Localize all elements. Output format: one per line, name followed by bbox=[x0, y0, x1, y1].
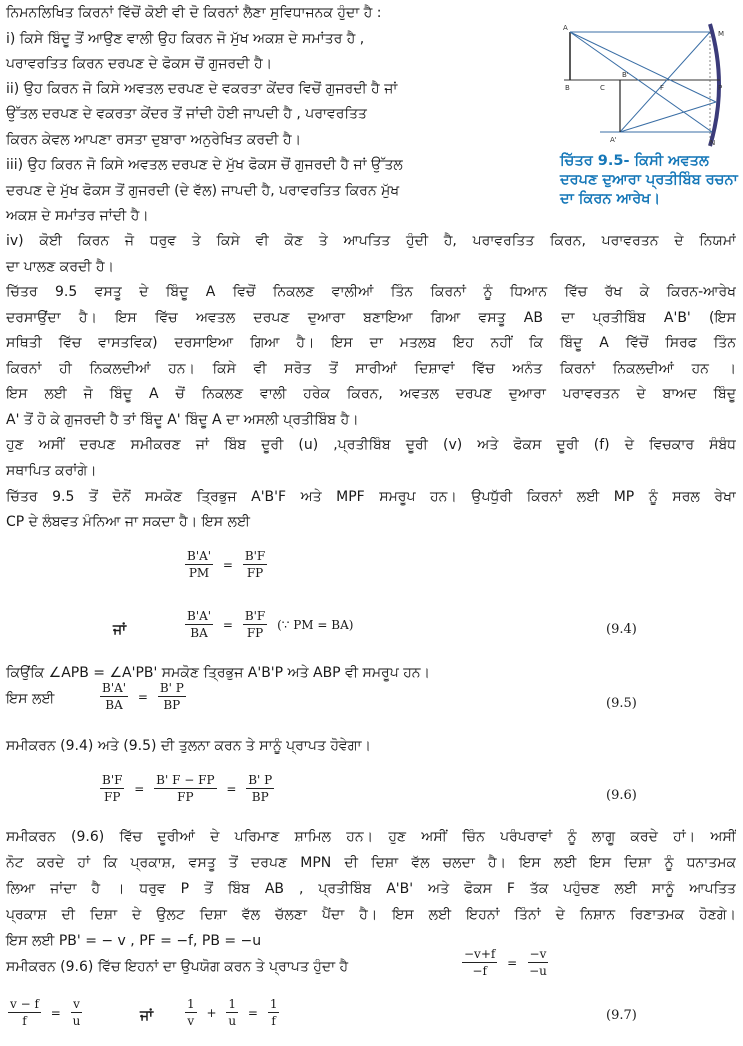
text-line: iii) ਉਹ ਕਿਰਨ ਜੋ ਕਿਸੇ ਅਵਤਲ ਦਰਪਣ ਦੇ ਮੁੱਖ ਫੋਕਸ ਚੋਂ ਗੁਜਰਦੀ ਹੈ ਜਾਂ ਉੱਤਲ bbox=[6, 157, 403, 173]
eq4-num1: B'F bbox=[102, 773, 123, 787]
equation-9-6: $\frac{B'F}{FP}$ = $\frac{B' F - FP}{FP}$ = $\frac{B' P}{BP}$ bbox=[102, 773, 273, 804]
text-line: ਕਿਉਂਕਿ ∠APB = ∠A'PB' ਸਮਕੋਣ ਤ੍ਰਿਭੁਜ A'B'P ਅਤੇ ABP ਵੀ ਸਮਰੂਪ ਹਨ। bbox=[6, 665, 430, 681]
eq6-den5: f bbox=[271, 1014, 276, 1028]
text-line: ਸਥਿਤੀ ਵਿੱਚ ਵਾਸਤਵਿਕ) ਦਰਸਾਇਆ ਗਿਆ ਹੈ। ਇਸ ਦਾ ਮਤਲਬ ਇਹ ਨਹੀਂ ਕਿ ਬਿੰਦੂ A ਵਿੱਚੋਂ ਸਿਰਫ ਤਿੰਨ bbox=[6, 335, 736, 351]
equation-similar-triangles: $\frac{B'A'}{PM}$ = $\frac{B'F}{FP}$ bbox=[187, 549, 266, 580]
equation-9-4: $\frac{B'A'}{BA}$ = $\frac{B'F}{FP}$ (∵ PM = BA) bbox=[187, 609, 354, 640]
text-line: ਸਮੀਕਰਨ (9.6) ਵਿੱਚ ਇਹਨਾਂ ਦਾ ਉਪਯੋਗ ਕਰਨ ਤੇ ਪ੍ਰਾਪਤ ਹੁੰਦਾ ਹੈ bbox=[6, 959, 349, 975]
fig-label-f: F bbox=[660, 84, 665, 92]
text-line: ਕਿਰਨਾਂ ਹੀ ਨਿਕਲਦੀਆਂ ਹਨ। ਕਿਸੇ ਵੀ ਸਰੋਤ ਤੋਂ ਸਾਰੀਆਂ ਦਿਸ਼ਾਵਾਂ ਵਿੱਚ ਅਨੰਤ ਕਿਰਨਾਂ ਨਿਕਲਦੀਆਂ ਹਨ । bbox=[6, 361, 736, 377]
eq4-den1: FP bbox=[104, 790, 121, 804]
text-line: ਸਥਾਪਿਤ ਕਰਾਂਗੇ। bbox=[6, 463, 97, 479]
eq6-den4: u bbox=[228, 1014, 237, 1028]
eq1-den2: FP bbox=[246, 566, 264, 580]
eq3-den2: BP bbox=[163, 698, 181, 712]
equation-9-7-right: $\frac{1}{v}$ + $\frac{1}{u}$ = $\frac{1}{f}$ bbox=[187, 997, 278, 1028]
eq2-den1: BA bbox=[190, 626, 208, 640]
eq6-num1: v − f bbox=[10, 997, 39, 1011]
figure-caption: ਚਿੱਤਰ 9.5- ਕਿਸੀ ਅਵਤਲ ਦਰਪਣ ਦੁਆਰਾ ਪ੍ਰਤੀਬਿੰਬ ਰਚਨਾ ਦਾ ਕਿਰਨ ਆਰੇਖ। bbox=[560, 153, 738, 207]
fig-label-b: B bbox=[565, 84, 570, 92]
equation-number-9-5: (9.5) bbox=[606, 696, 637, 711]
text-line: ਪ੍ਰਕਾਸ਼ ਦੀ ਦਿਸ਼ਾ ਦੇ ਉਲਟ ਦਿਸ਼ਾ ਵੱਲ ਚੱਲਣਾ ਪੈਂਦਾ ਹੈ। ਇਸ ਲਈ ਇਹਨਾਂ ਤਿੰਨਾਂ ਦੇ ਨਿਸ਼ਾਨ ਰਿਣਾਤਮਕ ਹੋਣਗੇ। bbox=[6, 907, 736, 923]
or-label-2: ਜਾਂ bbox=[140, 1008, 154, 1024]
eq2-den2: FP bbox=[246, 626, 264, 640]
eq6-num2: v bbox=[73, 997, 80, 1011]
equation-number-9-4: (9.4) bbox=[606, 622, 637, 637]
ray-diagram-figure bbox=[560, 22, 736, 148]
equation-number-9-6: (9.6) bbox=[606, 788, 637, 803]
fig-label-c: C bbox=[600, 84, 605, 92]
text-line: ਕਿਰਨ ਕੇਵਲ ਆਪਣਾ ਰਸਤਾ ਦੁਬਾਰਾ ਅਨੁਰੇਖਿਤ ਕਰਦੀ ਹੈ। bbox=[6, 132, 302, 148]
text-line: ਸਮੀਕਰਨ (9.4) ਅਤੇ (9.5) ਦੀ ਤੁਲਨਾ ਕਰਨ ਤੇ ਸਾਨੂੰ ਪ੍ਰਾਪਤ ਹੋਵੇਗਾ। bbox=[6, 738, 371, 754]
text-line: ਇਸ ਲਈ PB' = − v , PF = −f, PB = −u bbox=[6, 933, 262, 949]
eq4-num3: B' P bbox=[248, 773, 273, 787]
eq4-den2: FP bbox=[177, 790, 194, 804]
fig-label-b-prime: B' bbox=[622, 71, 629, 79]
or-label: ਜਾਂ bbox=[113, 622, 127, 638]
text-line: ਇਸ ਲਈ ਜੋ ਬਿੰਦੂ A ਚੋਂ ਨਿਕਲਣ ਵਾਲੀ ਹਰੇਕ ਕਿਰਨ, ਅਵਤਲ ਦਰਪਣ ਦੁਆਰਾ ਪਰਾਵਰਤਨ ਦੇ ਬਾਅਦ ਬਿੰਦੂ bbox=[6, 386, 736, 402]
text-line: ਚਿੱਤਰ 9.5 ਵਸਤੂ ਦੇ ਬਿੰਦੂ A ਵਿਚੋਂ ਨਿਕਲਣ ਵਾਲੀਆਂ ਤਿੰਨ ਕਿਰਨਾਂ ਨੂੰ ਧਿਆਨ ਵਿੱਚ ਰੱਖ ਕੇ ਕਿਰਨ-ਆਰੇਖ bbox=[6, 284, 736, 300]
fig-label-n: N bbox=[710, 139, 716, 147]
text-line: ਨਿਮਨਲਿਖਿਤ ਕਿਰਨਾਂ ਵਿੱਚੋਂ ਕੋਈ ਵੀ ਦੋ ਕਿਰਨਾਂ ਲੈਣਾ ਸੁਵਿਧਾਜਨਕ ਹੁੰਦਾ ਹੈ : bbox=[6, 5, 382, 21]
eq4-den3: BP bbox=[251, 790, 269, 804]
fig-label-a: A bbox=[563, 24, 568, 32]
text-line: A' ਤੋਂ ਹੋ ਕੇ ਗੁਜਰਦੀ ਹੈ ਤਾਂ ਬਿੰਦੂ A' ਬਿੰਦੂ A ਦਾ ਅਸਲੀ ਪ੍ਰਤੀਬਿੰਬ ਹੈ। bbox=[6, 412, 359, 428]
equation-number-9-7: (9.7) bbox=[606, 1008, 637, 1023]
text-line: ਦਾ ਪਾਲਣ ਕਰਦੀ ਹੈ। bbox=[6, 259, 114, 275]
text-line: ਪਰਾਵਰਤਿਤ ਕਿਰਨ ਦਰਪਣ ਦੇ ਫੋਕਸ ਚੋਂ ਗੁਜਰਦੀ ਹੈ। bbox=[6, 56, 273, 72]
text-line: ii) ਉਹ ਕਿਰਨ ਜੋ ਕਿਸੇ ਅਵਤਲ ਦਰਪਣ ਦੇ ਵਕਰਤਾ ਕੇਂਦਰ ਵਿਚੋਂ ਗੁਜਰਦੀ ਹੈ ਜਾਂ bbox=[6, 81, 398, 97]
fig-label-m: M bbox=[718, 30, 725, 38]
eq2-num2: B'F bbox=[244, 609, 266, 623]
eq2-num1: B'A' bbox=[187, 609, 212, 623]
eq1-num1: B'A' bbox=[187, 549, 212, 563]
eq6-den2: u bbox=[72, 1014, 81, 1028]
fig-label-a-prime: A' bbox=[610, 136, 617, 144]
text-line: iv) ਕੋਈ ਕਿਰਨ ਜੋ ਧਰੁਵ ਤੇ ਕਿਸੇ ਵੀ ਕੋਣ ਤੇ ਆਪਤਿਤ ਹੁੰਦੀ ਹੈ, ਪਰਾਵਰਤਿਤ ਕਿਰਨ, ਪਰਾਵਰਤਨ ਦੇ ਨਿਯਮਾਂ bbox=[6, 233, 736, 249]
eq3-num2: B' P bbox=[159, 681, 184, 695]
fig-label-p: P bbox=[718, 84, 723, 92]
eq6-num4: 1 bbox=[228, 997, 237, 1011]
equation-9-5: $\frac{B'A'}{BA}$ = $\frac{B' P}{BP}$ bbox=[102, 681, 184, 712]
eq4-num2: B' F − FP bbox=[156, 773, 215, 787]
eq6-den3: v bbox=[187, 1014, 195, 1028]
text-line: ਲਿਆ ਜਾਂਦਾ ਹੈ । ਧਰੁਵ P ਤੋਂ ਬਿੰਬ AB , ਪ੍ਰਤੀਬਿੰਬ A'B' ਅਤੇ ਫੋਕਸ F ਤੱਕ ਪਹੁੰਚਣ ਲਈ ਸਾਨੂੰ ਆਪਤਿਤ bbox=[6, 881, 736, 897]
equation-substitution: $\frac{-v+f}{-f}$ = $\frac{-v}{-u}$ bbox=[464, 947, 547, 978]
text-line: ਅਕਸ਼ ਦੇ ਸਮਾਂਤਰ ਜਾਂਦੀ ਹੈ। bbox=[6, 208, 149, 224]
text-line: ਉੱਤਲ ਦਰਪਣ ਦੇ ਵਕਰਤਾ ਕੇਂਦਰ ਤੋਂ ਜਾਂਦੀ ਹੋਈ ਜਾਪਦੀ ਹੈ , ਪਰਾਵਰਤਿਤ bbox=[6, 106, 367, 122]
eq6-num5: 1 bbox=[269, 997, 278, 1011]
text-line: ਦਰਪਣ ਦੇ ਮੁੱਖ ਫੋਕਸ ਤੋਂ ਗੁਜਰਦੀ (ਦੇ ਵੱਲ) ਜਾਪਦੀ ਹੈ, ਪਰਾਵਰਤਿਤ ਕਿਰਨ ਮੁੱਖ bbox=[6, 183, 400, 199]
eq3-den1: BA bbox=[105, 698, 123, 712]
eq5-den1: −f bbox=[472, 964, 487, 978]
eq1-num2: B'F bbox=[244, 549, 266, 563]
eq5-num2: −v bbox=[529, 947, 547, 961]
text-line: ਚਿੱਤਰ 9.5 ਤੋਂ ਦੋਨੋਂ ਸਮਕੋਣ ਤ੍ਰਿਭੁਜ A'B'F ਅਤੇ MPF ਸਮਰੂਪ ਹਨ। ਉਪਧੁੱਰੀ ਕਿਰਨਾਂ ਲਈ MP ਨੂੰ ਸਰਲ ਰੇਖਾ bbox=[6, 489, 736, 505]
eq6-num3: 1 bbox=[187, 997, 195, 1011]
text-line: CP ਦੇ ਲੰਬਵਤ ਮੰਨਿਆ ਜਾ ਸਕਦਾ ਹੈ। ਇਸ ਲਈ bbox=[6, 514, 250, 530]
equation-9-7-left: $\frac{v - f}{f}$ = $\frac{v}{u}$ bbox=[10, 997, 81, 1028]
eq5-den2: −u bbox=[529, 964, 547, 978]
eq3-num1: B'A' bbox=[102, 681, 127, 695]
text-line: ਸਮੀਕਰਨ (9.6) ਵਿੱਚ ਦੂਰੀਆਂ ਦੇ ਪਰਿਮਾਣ ਸ਼ਾਮਿਲ ਹਨ। ਹੁਣ ਅਸੀਂ ਚਿੰਨ ਪਰੰਪਰਾਵਾਂ ਨੂੰ ਲਾਗੂ ਕਰਦੇ ਹਾਂ। ਅਸੀਂ bbox=[6, 829, 736, 845]
text-line: ਹੁਣ ਅਸੀਂ ਦਰਪਣ ਸਮੀਕਰਣ ਜਾਂ ਬਿੰਬ ਦੂਰੀ (u) ,ਪ੍ਰਤੀਬਿੰਬ ਦੂਰੀ (v) ਅਤੇ ਫੋਕਸ ਦੂਰੀ (f) ਦੇ ਵਿਚਕਾਰ ਸੰਬੰਧ bbox=[6, 437, 736, 453]
eq1-den1: PM bbox=[188, 566, 210, 580]
eq5-num1: −v+f bbox=[464, 947, 496, 961]
text-line: ਨੋਟ ਕਰਦੇ ਹਾਂ ਕਿ ਪ੍ਰਕਾਸ਼, ਵਸਤੂ ਤੋਂ ਦਰਪਣ MPN ਦੀ ਦਿਸ਼ਾ ਵੱਲ ਚਲਦਾ ਹੈ। ਇਸ ਲਈ ਇਸ ਦਿਸ਼ਾ ਨੂੰ ਧਨਾਤਮਕ bbox=[6, 855, 736, 871]
text-line: i) ਕਿਸੇ ਬਿੰਦੂ ਤੋਂ ਆਉਣ ਵਾਲੀ ਉਹ ਕਿਰਨ ਜੋ ਮੁੱਖ ਅਕਸ਼ ਦੇ ਸਮਾਂਤਰ ਹੈ , bbox=[6, 31, 365, 47]
eq2-note: (∵ PM = BA) bbox=[277, 617, 354, 632]
text-line: ਇਸ ਲਈ bbox=[6, 691, 55, 707]
text-line: ਦਰਸਾਉਂਦਾ ਹੈ। ਇਸ ਵਿੱਚ ਅਵਤਲ ਦਰਪਣ ਦੁਆਰਾ ਬਣਾਇਆ ਗਿਆ ਵਸਤੂ AB ਦਾ ਪ੍ਰਤੀਬਿੰਬ A'B' (ਇਸ bbox=[6, 310, 736, 326]
eq6-den1: f bbox=[22, 1014, 27, 1028]
